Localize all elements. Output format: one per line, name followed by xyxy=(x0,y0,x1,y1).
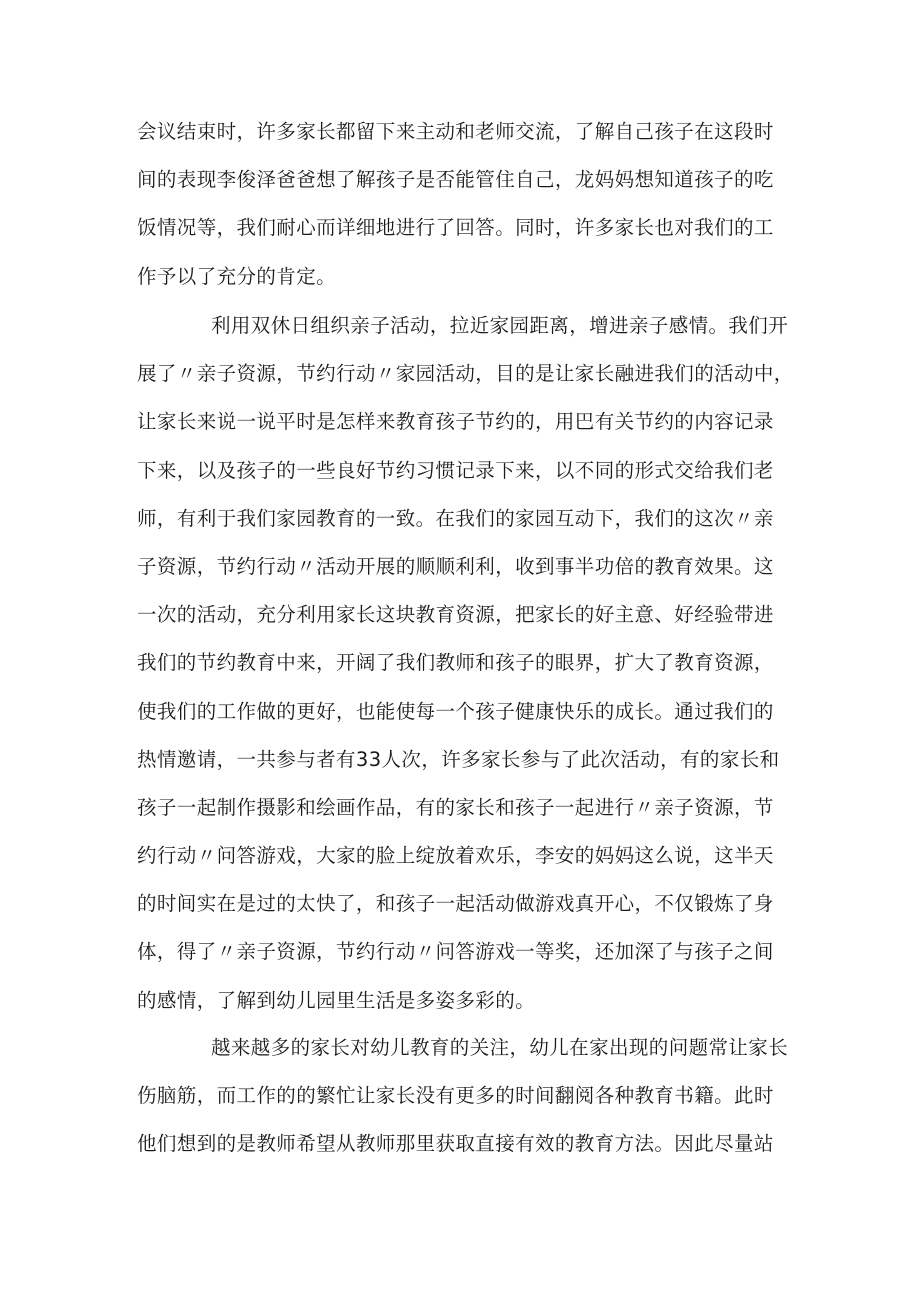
text-line: 展了〃亲子资源，节约行动〃家园活动，目的是让家长融进我们的活动中， xyxy=(137,362,794,386)
text-line: 的时间实在是过的太快了，和孩子一起活动做游戏真开心，不仅锻炼了身 xyxy=(137,892,774,916)
text-line: 下来，以及孩子的一些良好节约习惯记录下来，以不同的形式交给我们老 xyxy=(137,458,774,482)
text-line: 体，得了〃亲子资源，节约行动〃问答游戏一等奖，还加深了与孩子之间 xyxy=(137,940,774,964)
text-line: 伤脑筋，而工作的的繁忙让家长没有更多的时间翻阅各种教育书籍。此时 xyxy=(137,1084,774,1108)
text-line: 热情邀请，一共参与者有33人次，许多家长参与了此次活动，有的家长和 xyxy=(137,747,780,771)
text-line: 使我们的工作做的更好，也能使每一个孩子健康快乐的成长。通过我们的 xyxy=(137,699,774,723)
paragraph-1 xyxy=(137,108,792,301)
text-line: 约行动〃问答游戏，大家的脸上绽放着欢乐，李安的妈妈这么说，这半天 xyxy=(137,844,774,868)
text-line: 他们想到的是教师希望从教师那里获取直接有效的教育方法。因此尽量站 xyxy=(137,1132,774,1156)
text-line: 间的表现李俊泽爸爸想了解孩子是否能管住自己，龙妈妈想知道孩子的吃 xyxy=(137,168,774,192)
text-line: 子资源，节约行动〃活动开展的顺顺利利，收到事半功倍的教育效果。这 xyxy=(137,554,774,578)
text-line: 利用双休日组织亲子活动，拉近家园距离，增进亲子感情。我们开 xyxy=(211,314,789,337)
paragraph-3 xyxy=(137,1024,792,1169)
text-line: 越来越多的家长对幼儿教育的关注，幼儿在家出现的问题常让家长 xyxy=(211,1036,789,1059)
text-line: 我们的节约教育中来，开阔了我们教师和孩子的眼界，扩大了教育资源， xyxy=(137,651,774,675)
text-line: 会议结束时，许多家长都留下来主动和老师交流，了解自己孩子在这段时 xyxy=(137,120,774,143)
text-line: 饭情况等，我们耐心而详细地进行了回答。同时，许多家长也对我们的工 xyxy=(137,216,774,240)
text-line: 师，有利于我们家园教育的一致。在我们的家园互动下，我们的这次〃亲 xyxy=(137,506,774,530)
text-line: 作予以了充分的肯定。 xyxy=(137,264,337,288)
text-line: 让家长来说一说平时是怎样来教育孩子节约的，用巴有关节约的内容记录 xyxy=(137,410,774,434)
paragraph-2 xyxy=(137,302,792,1025)
text-line: 一次的活动，充分利用家长这块教育资源，把家长的好主意、好经验带进 xyxy=(137,603,774,627)
text-line: 孩子一起制作摄影和绘画作品，有的家长和孩子一起进行〃亲子资源，节 xyxy=(137,795,774,819)
text-line: 的感情，了解到幼儿园里生活是多姿多彩的。 xyxy=(137,988,536,1012)
